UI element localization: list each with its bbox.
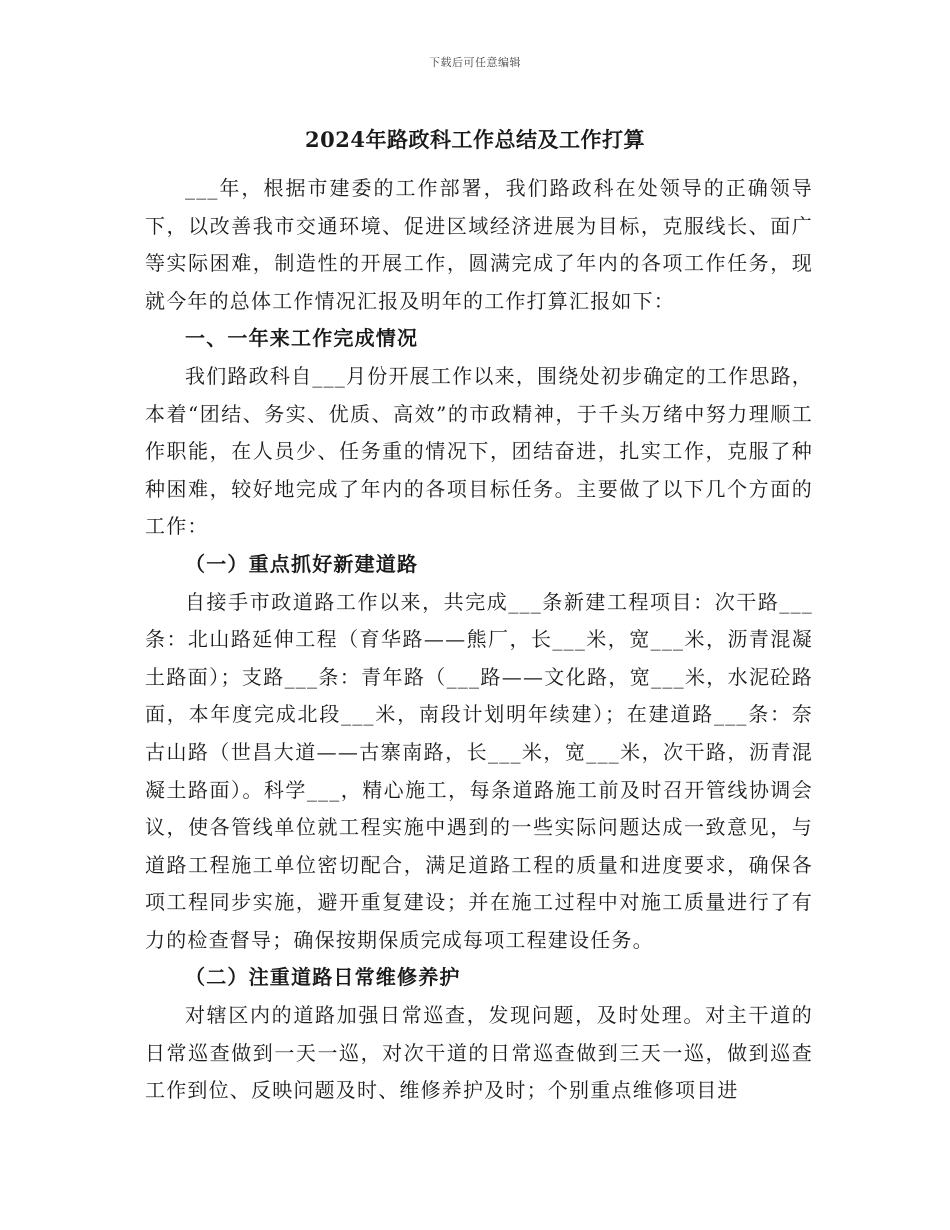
subsection-2-paragraph: 对辖区内的道路加强日常巡查，发现问题，及时处理。对主干道的日常巡查做到一天一巡，对次干道的日常巡查做到三天一巡，做到巡查工作到位、反映问题及时、维修养护及时；个别重点维修项目进 bbox=[145, 1003, 813, 1103]
subsection-1-paragraph: 自接手市政道路工作以来，共完成___条新建工程项目：次干路___条：北山路延伸工程（育华路——熊厂，长___米，宽___米，沥青混凝土路面）；支路___条：青年路（___路——文化路，宽___米，水泥砼路面，本年度完成北段___米，南段计划明年续建）；在建道路___条：奈古山路（世昌大道——古寨南路，长___米，宽___米，次干路，沥青混凝土路面）。科学___，精心施工，每条道路施工前及时召开管线协调会议，使各管线单位就工程实施中遇到的一些实际问题达成一致意见，与道路工程施工单位密切配合，满足道路工程的质量和进度要求，确保各项工程同步实施，避开重复建设；并在施工过程中对施工质量进行了有力的检查督导；确保按期保质完成每项工程建设任务。 bbox=[145, 589, 813, 952]
section-1-paragraph: 我们路政科自___月份开展工作以来，围绕处初步确定的工作思路，本着“团结、务实、优质、高效”的市政精神，于千头万绪中努力理顺工作职能，在人员少、任务重的情况下，团结奋进，扎实工作，克服了种种困难，较好地完成了年内的各项目标任务。主要做了以下几个方面的工作： bbox=[145, 363, 813, 539]
header-note: 下载后可任意编辑 bbox=[429, 56, 521, 69]
document-title: 2024年路政科工作总结及工作打算 bbox=[305, 127, 645, 152]
section-1-heading: 一、一年来工作完成情况 bbox=[185, 326, 419, 351]
subsection-2-heading: （二）注重道路日常维修养护 bbox=[185, 965, 461, 990]
document-body bbox=[145, 170, 813, 1110]
subsection-1-heading: （一）重点抓好新建道路 bbox=[185, 551, 419, 576]
intro-paragraph: ___年，根据市建委的工作部署，我们路政科在处领导的正确领导下，以改善我市交通环境、促进区域经济进展为目标，克服线长、面广等实际困难，制造性的开展工作，圆满完成了年内的各项工作任务，现就今年的总体工作情况汇报及明年的工作打算汇报如下： bbox=[145, 176, 813, 313]
